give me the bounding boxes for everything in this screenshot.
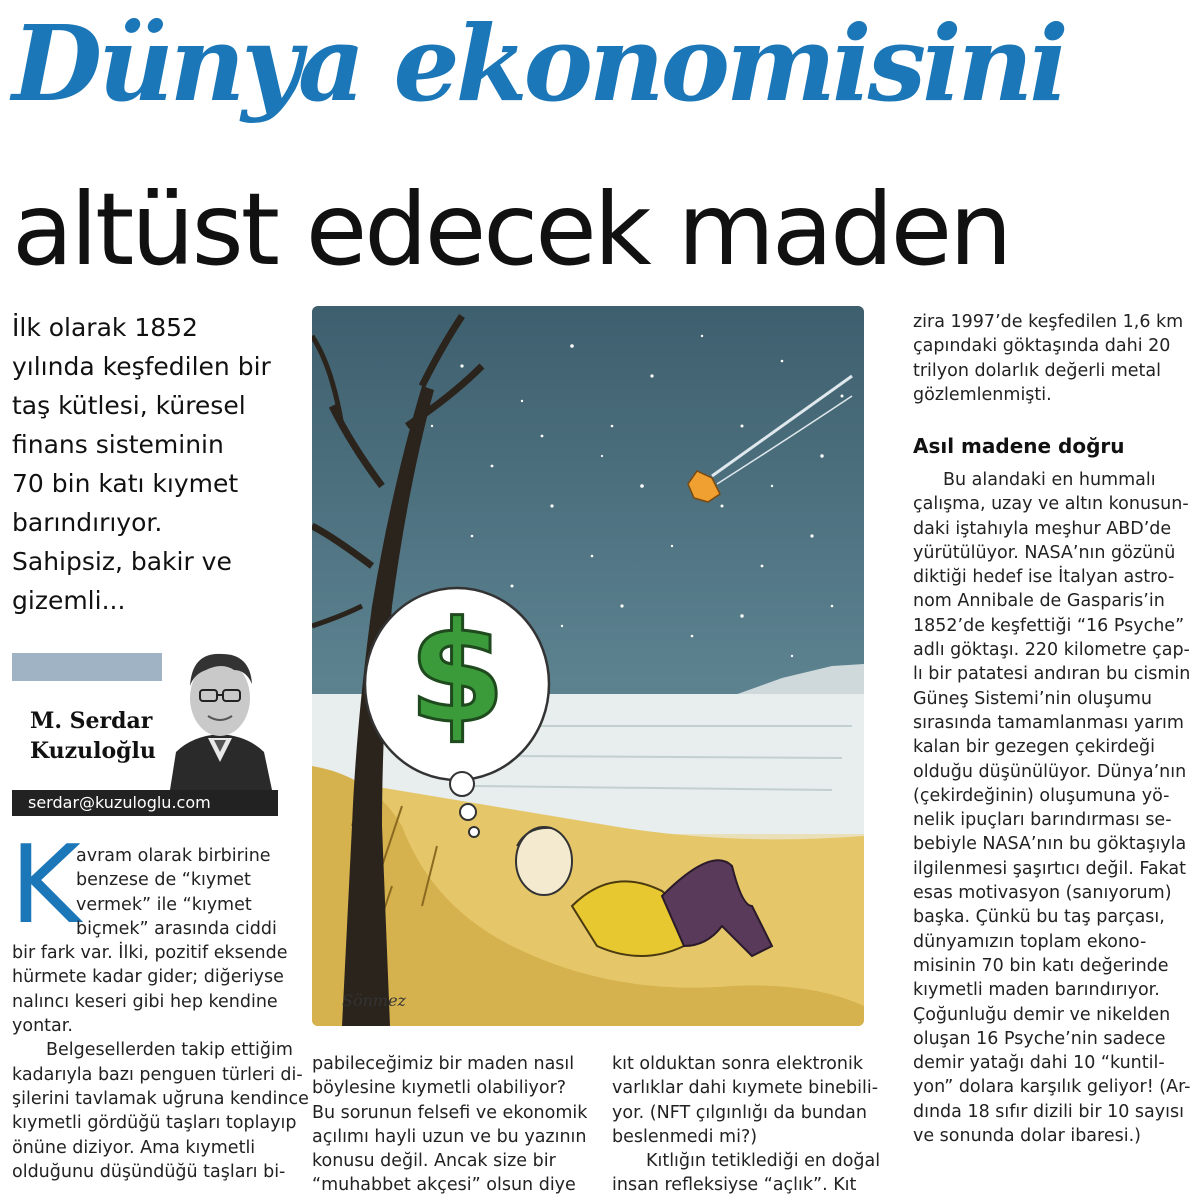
body-line: sırasında tamamlanması yarım [913, 712, 1184, 733]
body-line: benzese de “kıymet [76, 870, 251, 891]
body-line: bebiyle NASA’nın bu göktaşıyla [913, 834, 1187, 855]
body-line: nelik ipuçları barındırması se- [913, 810, 1172, 831]
body-line: varlıklar dahi kıymete binebili- [612, 1078, 879, 1099]
section-subhead: Asıl madene doğru [913, 434, 1125, 458]
body-line: demir yatağı dahi 10 “kuntil- [913, 1053, 1165, 1074]
body-line: yontar. [12, 1016, 73, 1037]
body-line: gözlemlenmişti. [913, 384, 1052, 405]
body-line: nalıncı keseri gibi hep kendine [12, 991, 278, 1012]
body-line: olduğunu düşündüğü taşları bi- [12, 1161, 286, 1182]
body-line: açılımı hayli uzun ve bu yazının [312, 1126, 587, 1147]
body-line: yürütülüyor. NASA’nın gözünü [913, 542, 1176, 563]
body-line: Bu sorunun felsefi ve ekonomik [312, 1102, 588, 1123]
body-line: çalışma, uzay ve altın konusun- [913, 494, 1189, 515]
body-line: yor. (NFT çılgınlığı da bundan [612, 1102, 867, 1123]
body-line: Güneş Sistemi’nin oluşumu [913, 688, 1152, 709]
dollar-sign: $ [408, 592, 506, 755]
column-2 [312, 1052, 592, 1198]
illustrator-signature: Sönmez [342, 991, 406, 1010]
deck-line: İlk olarak 1852 [12, 313, 198, 342]
body-line: zira 1997’de keşfedilen 1,6 km [913, 312, 1184, 332]
body-line: kıymetli gördüğü taşları toplayıp [12, 1113, 297, 1134]
column-3 [612, 1052, 882, 1198]
body-line: böylesine kıymetli olabiliyor? [312, 1078, 567, 1099]
deck-line: 70 bin katı kıymet [12, 469, 239, 498]
deck-line: finans sisteminin [12, 430, 224, 459]
deck-line: taş kütlesi, küresel [12, 391, 246, 420]
body-line: misinin 70 bin katı değerinde [913, 955, 1169, 976]
body-line: esas motivasyon (sanıyorum) [913, 883, 1172, 904]
body-line: diktiği hedef ise İtalyan astro- [913, 567, 1175, 588]
headline-line1: Dünya ekonomisini [12, 2, 1065, 125]
body-line: vermek” ile “kıymet [76, 894, 252, 915]
body-line: pabileceğimiz bir maden nasıl [312, 1054, 575, 1074]
body-line: şilerini tavlamak uğruna kendince [12, 1088, 309, 1109]
body-line: yon” dolara karşılık geliyor! (Ar- [913, 1077, 1191, 1098]
body-line: Bu alandaki en hummalı [943, 470, 1156, 490]
headline-line2: altüst edecek maden [12, 171, 1010, 288]
body-line: başka. Çünkü bu taş parçası, [913, 907, 1165, 928]
deck-line: barındırıyor. [12, 508, 163, 537]
author-name-line2: Kuzuloğlu [30, 738, 156, 764]
body-line: dünyamızın toplam ekono- [913, 931, 1147, 952]
body-line: hürmete kadar gider; diğeriyse [12, 967, 284, 988]
body-line: konusu değil. Ancak size bir [312, 1151, 556, 1172]
author-name-line1: M. Serdar [30, 708, 153, 734]
author-email[interactable]: serdar@kuzuloglu.com [12, 790, 278, 816]
deck-line: Sahipsiz, bakir ve [12, 547, 232, 576]
author-photo [162, 640, 278, 790]
deck-summary [12, 308, 292, 620]
body-line: “muhabbet akçesi” olsun diye [312, 1175, 576, 1196]
deck-line: gizemli... [12, 586, 126, 615]
body-line: çapındaki göktaşında dahi 20 [913, 336, 1171, 357]
body-line: insan refleksiyse “açlık”. Kıt [612, 1175, 857, 1196]
body-line: Kıtlığın tetiklediği en doğal [646, 1151, 881, 1172]
body-line: Belgesellerden takip ettiğim [46, 1040, 293, 1061]
body-line: kıymetli maden barındırıyor. [913, 980, 1160, 1001]
body-line: Çoğunluğu demir ve nikelden [913, 1004, 1171, 1025]
body-line: nom Annibale de Gasparis’in [913, 591, 1165, 612]
body-line: lı bir patatesi andıran bu cismin [913, 664, 1191, 685]
body-line: dında 18 sıfır dizili bir 10 sayısı [913, 1101, 1184, 1122]
deck-line: yılında keşfedilen bir [12, 352, 271, 381]
body-line: önüne diziyor. Ama kıymetli [12, 1137, 256, 1158]
body-line: kadarıyla bazı penguen türleri di- [12, 1064, 303, 1085]
column-1 [12, 844, 309, 1184]
body-line: daki iştahıyla meşhur ABD’de [913, 518, 1172, 539]
body-line: oluşan 16 Psyche’nin sadece [913, 1028, 1166, 1049]
column-4 [913, 468, 1193, 1148]
author-name [30, 706, 156, 766]
body-line: (çekirdeğinin) oluşumuna yö- [913, 785, 1170, 806]
body-line: biçmek” arasında ciddi [76, 918, 277, 939]
illustration [312, 306, 864, 1026]
drop-cap: K [10, 823, 81, 948]
body-line: kıt olduktan sonra elektronik [612, 1054, 863, 1074]
body-line: kalan bir gezegen çekirdeği [913, 737, 1155, 758]
body-line: 1852’de keşfettiği “16 Psyche” [913, 615, 1185, 636]
body-line: trilyon dolarlık değerli metal [913, 360, 1162, 381]
body-line: bir fark var. İlki, pozitif eksende [12, 943, 288, 964]
body-line: ilgilenmesi şaşırtıcı değil. Fakat [913, 858, 1186, 879]
body-line: ve sonunda dolar ibaresi.) [913, 1126, 1141, 1147]
body-line: beslenmedi mi?) [612, 1126, 758, 1147]
body-line: avram olarak birbirine [76, 846, 271, 866]
column-4-top [913, 310, 1193, 407]
body-line: adlı göktaşı. 220 kilometre çap- [913, 640, 1190, 661]
body-line: olduğu düşünülüyor. Dünya’nın [913, 761, 1187, 782]
